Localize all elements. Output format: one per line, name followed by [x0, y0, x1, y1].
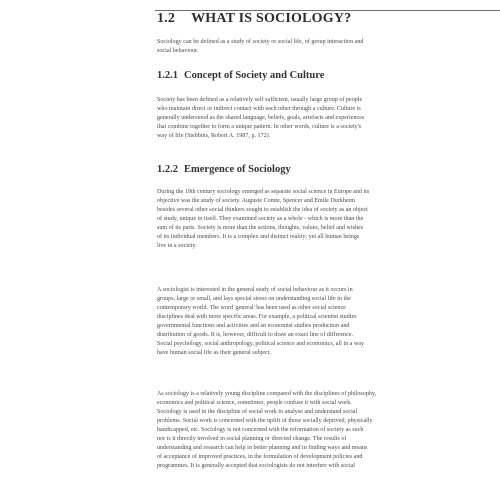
text-line: objective was the study of society. Auguste Comte, Spencer and Emile Durkheim	[157, 198, 356, 204]
text-line: of study, unique in itself. They examined society as a whole - which is more than the	[157, 216, 364, 222]
text-line: programmes. It is generally accepted that sociologists do not interfere with social	[157, 463, 355, 469]
text-line: distribution of goods. It is, however, difficult to draw an exact line of difference.	[157, 332, 353, 338]
text-line: social behaviour.	[157, 48, 199, 54]
text-line: During the 19th century sociology emerged as separate social science in Europe and its	[157, 189, 370, 195]
text-line: who maintain direct or indirect contact with each other through a culture. Culture is	[157, 106, 361, 112]
text-line: groups, large or small, and lays special stress on understanding social life in the	[157, 296, 351, 302]
section-number: 1.2	[157, 11, 176, 26]
text-line: disciplines deal with more specific areas. For example, a political scientist studies	[157, 314, 357, 320]
text-line: contemporary world. The word 'general' has been used as other social science	[157, 305, 346, 311]
subsection-heading	[157, 70, 324, 81]
text-line: A sociologist is interested in the general study of social behaviour as it occurs in	[157, 287, 353, 293]
text-line: Social psychology, social anthropology, political science and economics, all in a way	[157, 341, 365, 347]
paragraph	[157, 96, 497, 141]
subsection-title: Emergence of Sociology	[184, 164, 291, 175]
subsection-heading	[157, 164, 291, 175]
subsection-number: 1.2.2	[157, 164, 178, 175]
text-line: nor is it directly involved in social planning or directed change. The results of	[157, 436, 347, 442]
text-line: have human social life as their general subject.	[157, 350, 272, 356]
text-line: way of life (Stebbins, Robert A. 1987, p. 172).	[157, 133, 271, 139]
text-line: understanding and research can help in better planning and in finding ways and means	[157, 445, 368, 451]
page-content	[155, 0, 500, 500]
text-line: of acceptance of improved practices, in the formulation of development policies and	[157, 454, 363, 460]
text-line: that combine together to form a unique pattern. In other words, culture is a society's	[157, 124, 362, 130]
paragraph	[157, 286, 497, 358]
text-line: Sociology is used in the discipline of social work to analyse and understand social	[157, 409, 358, 415]
subsection-number: 1.2.1	[157, 70, 178, 81]
text-line: economics and political science, sometimes, people confuse it with social work.	[157, 400, 352, 406]
text-line: Sociology can be defined as a study of society or social life, of group interaction and	[157, 39, 364, 45]
text-line: generally understood as the shared language, beliefs, goals, artefacts and experiences	[157, 115, 365, 121]
text-line: besides several other social thinkers sought to establish the idea of society as an object	[157, 207, 368, 213]
text-line: sum of its parts. Society is more than the actions, thoughts, values, belief and wishes	[157, 225, 364, 231]
paragraph	[157, 390, 497, 471]
text-line: problems. Social work is concerned with the uplift of those socially deprived, physically	[157, 418, 373, 424]
text-line: governmental functions and activities and an economist studies production and	[157, 323, 350, 329]
text-line: As sociology is a relatively young discipline compared with the disciplines of philosophy,	[157, 391, 377, 397]
section-heading	[157, 11, 351, 27]
text-line: handicapped, etc. Sociology is not concerned with the reformation of society as such	[157, 427, 364, 433]
text-line: of its individual members. It is a complex and distinct reality; yet all human beings	[157, 234, 360, 240]
intro-paragraph	[157, 38, 497, 56]
subsection-title: Concept of Society and Culture	[184, 70, 325, 81]
text-line: live in a society.	[157, 243, 197, 249]
text-line: Society has been defined as a relatively self sufficient, usually large group of people	[157, 97, 363, 103]
section-title: WHAT IS SOCIOLOGY?	[191, 11, 352, 26]
paragraph	[157, 188, 497, 251]
